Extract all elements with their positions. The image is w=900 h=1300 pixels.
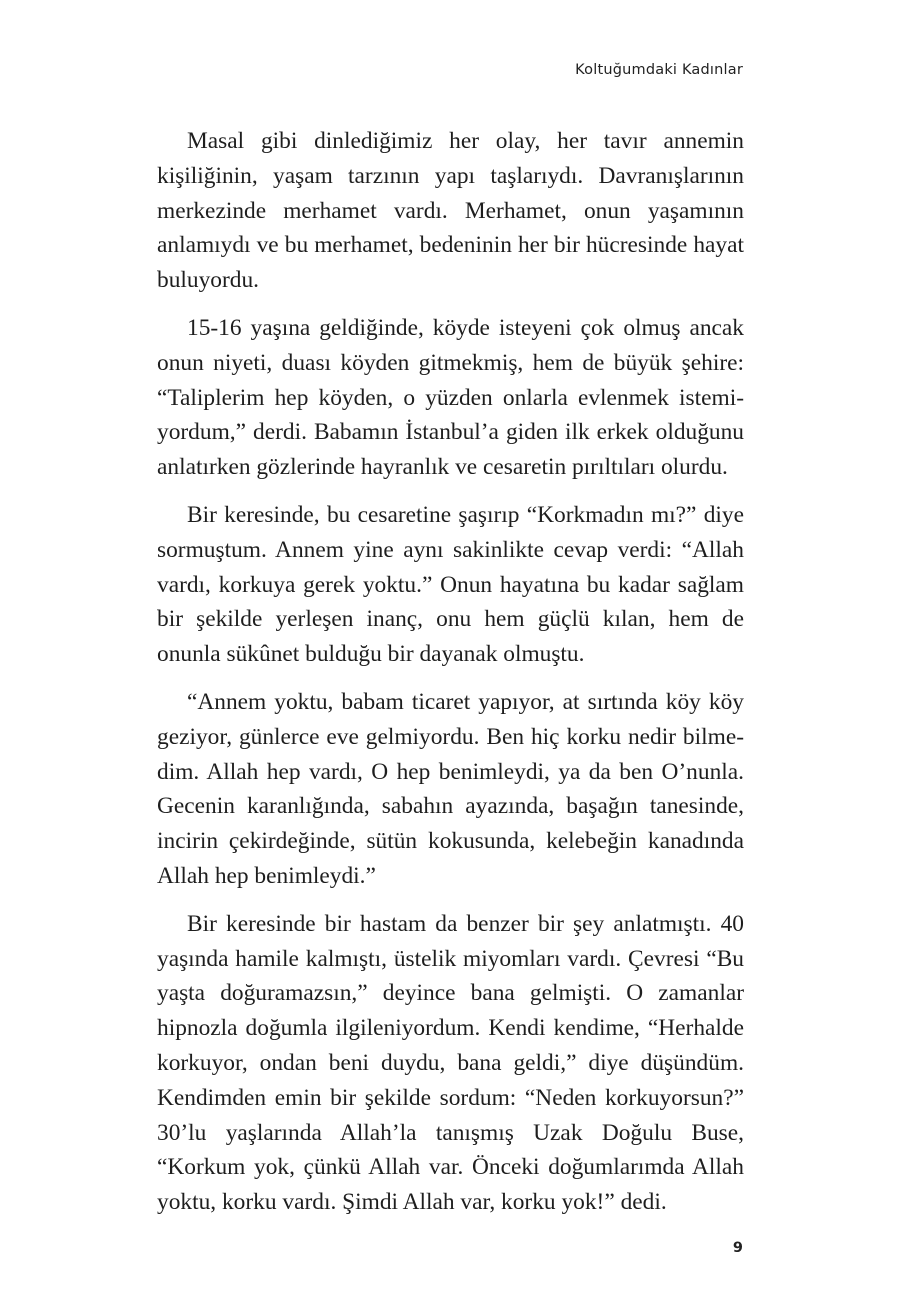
running-header: Koltuğumdaki Kadınlar	[575, 62, 743, 78]
paragraph-2: 15-16 yaşına geldiğinde, köyde isteyeni çok olmuş ancak onun niyeti, duası köyden gitmekmiş, hem de büyük şehire: “Taliplerim hep köyden, o yüzden onlarla evlenmek istemiyordum,” derdi. Babamın İstanbul’a giden ilk erkek olduğunu anlatırken gözlerinde hayranlık ve cesaretin pırıltıları olurdu.	[157, 314, 744, 481]
paragraph-4: “Annem yoktu, babam ticaret yapıyor, at sırtında köy köy geziyor, günlerce eve gelmiyordu. Ben hiç korku nedir bilmedim. Allah hep vardı, O hep benimleydi, ya da ben O’nunla. Gecenin karanlığında, sabahın ayazında, başağın tanesinde, incirin çekirdeğinde, sütün kokusunda, kelebeğin kanadında Allah hep benimleydi.”	[157, 688, 744, 889]
paragraph-1: Masal gibi dinlediğimiz her olay, her tavır annemin kişiliğinin, yaşam tarzının yapı taşlarıydı. Davranışlarının merkezinde merhamet vardı. Merhamet, onun yaşamının anlamıydı ve bu merhamet, bedeninin her bir hücresinde hayat buluyordu.	[157, 128, 744, 294]
paragraph-3: Bir keresinde, bu cesaretine şaşırıp “Korkmadın mı?” diye sormuştum. Annem yine aynı sakinlikte cevap verdi: “Allah vardı, korkuya gerek yoktu.” Onun hayatına bu kadar sağlam bir şekilde yerleşen inanç, onu hem güçlü kılan, hem de onunla sükûnet bulduğu bir dayanak olmuştu.	[157, 501, 744, 668]
page-number: 9	[732, 1240, 743, 1256]
paragraph-5: Bir keresinde bir hastam da benzer bir şey anlatmıştı. 40 yaşında hamile kalmıştı, üstelik miyomları vardı. Çevresi “Bu yaşta doğuramazsın,” deyince bana gelmişti. O zamanlar hipnozla doğumla ilgileniyordum. Kendi kendime, “Herhalde korkuyor, ondan beni duydu, bana geldi,” diye düşündüm. Kendimden emin bir şekilde sordum: “Neden korkuyorsun?” 30’lu yaşlarında Allah’la tanışmış Uzak Doğulu Buse, “Korkum yok, çünkü Allah var. Önceki doğumlarımda Allah yoktu, korku vardı. Şimdi Allah var, korku yok!” dedi.	[157, 910, 744, 1216]
body-text	[157, 124, 744, 1233]
